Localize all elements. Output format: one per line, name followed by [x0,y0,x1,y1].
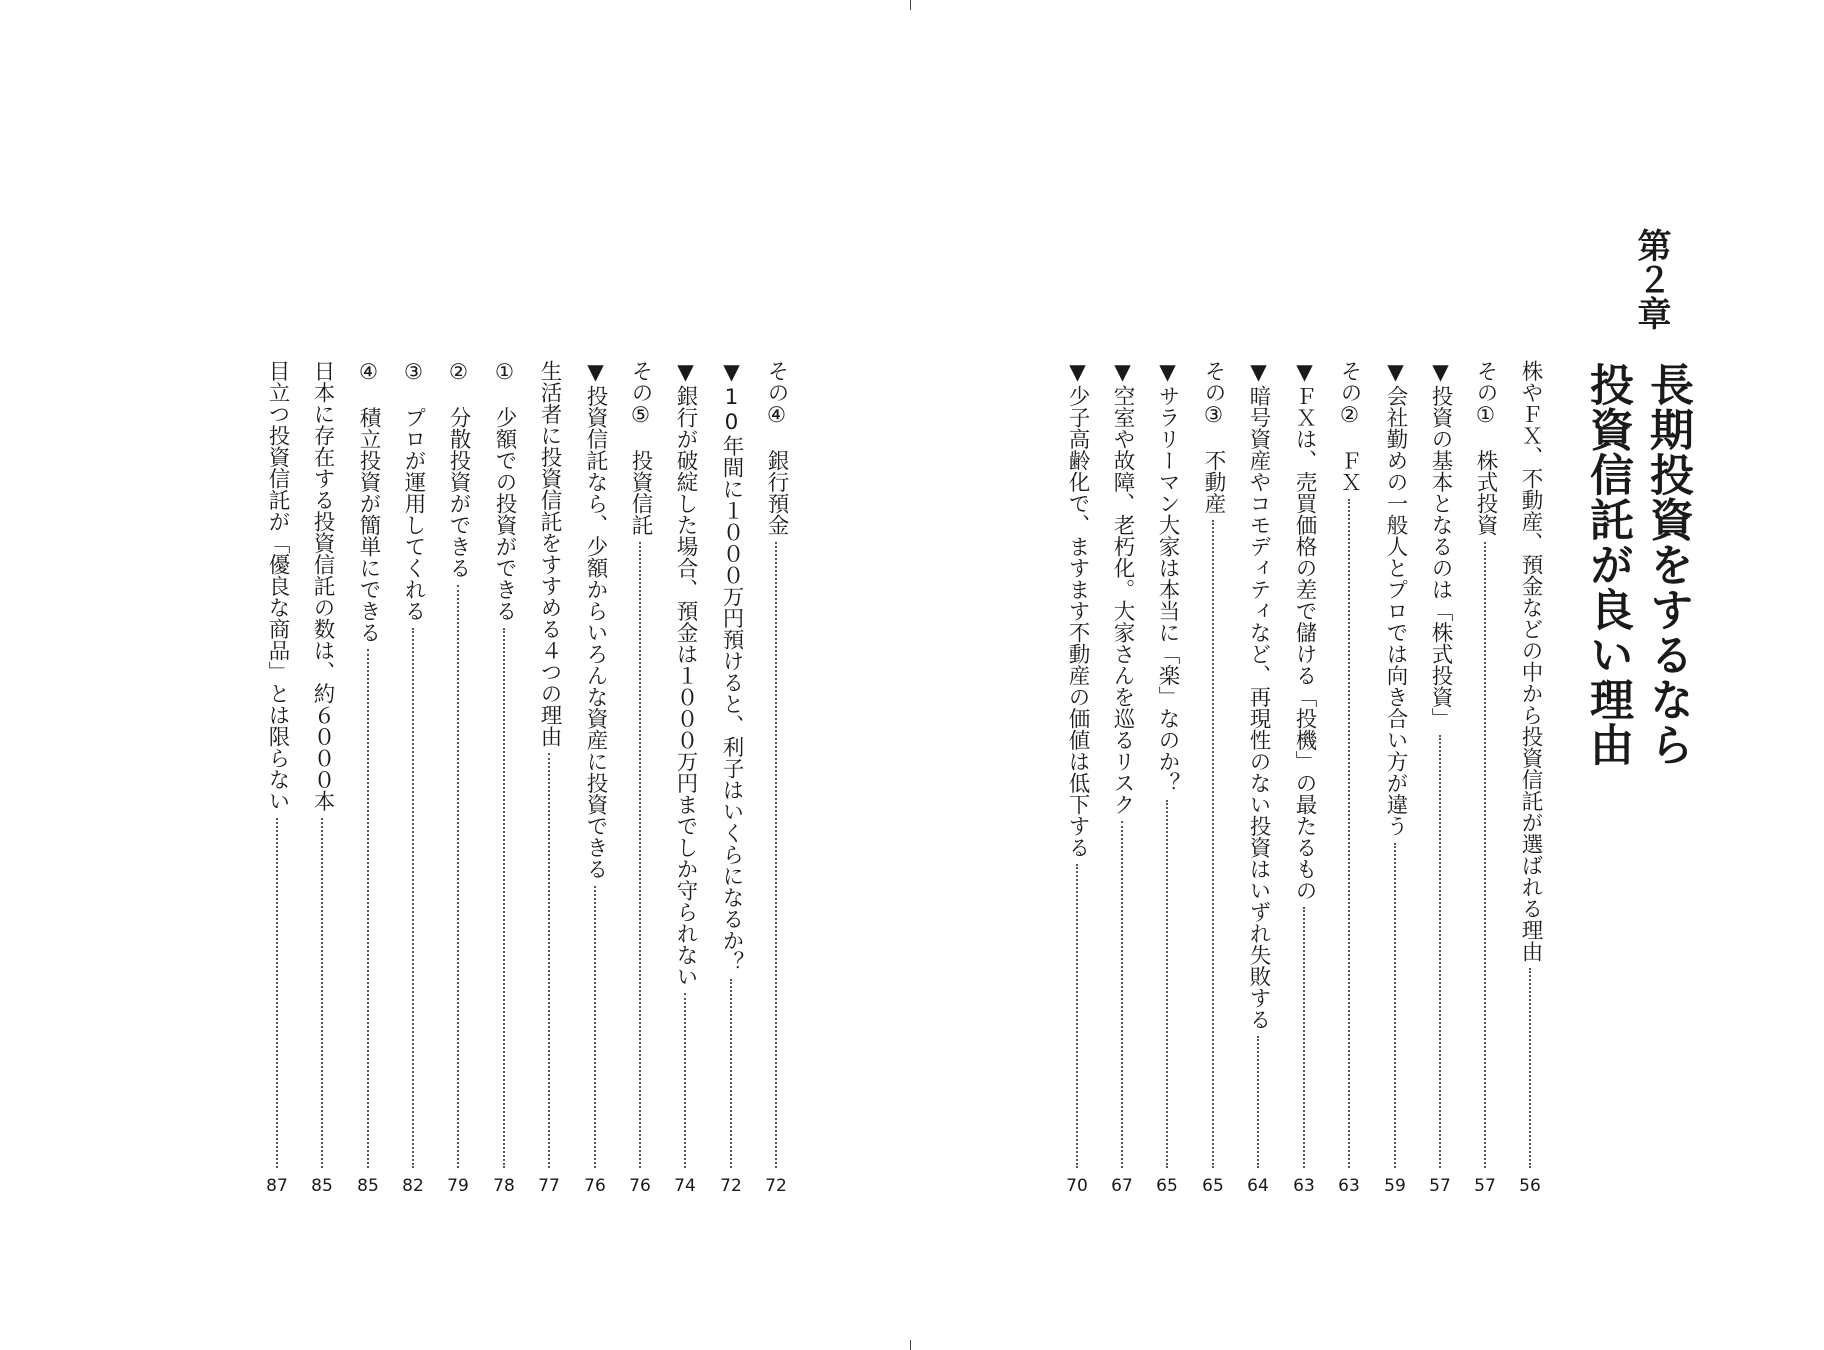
toc-page-number: 87 [266,1176,288,1196]
toc-entry-title: その⑤ 投資信託 [628,360,653,536]
toc-page-number: 59 [1384,1176,1406,1196]
toc-entry-title: ▼銀行が破綻した場合、預金は１０００万円までしか守られない [673,360,698,987]
toc-page-number: 63 [1293,1176,1315,1196]
dot-leader [1076,864,1078,1168]
toc-entry-title: その④ 銀行預金 [764,360,789,536]
dot-leader [1257,1036,1259,1168]
dot-leader [1348,499,1350,1169]
dot-leader [412,628,414,1169]
dot-leader [503,628,505,1169]
dot-leader [1121,821,1123,1168]
toc-entry-title: 生活者に投資信託をすすめる４つの理由 [537,360,562,747]
toc-page-number: 76 [629,1176,651,1196]
dot-leader [367,649,369,1168]
toc-page-number: 79 [447,1176,469,1196]
dot-leader [775,542,777,1169]
toc-page-number: 65 [1156,1176,1178,1196]
toc-page-number: 76 [584,1176,606,1196]
toc-page-number: 70 [1066,1176,1088,1196]
dot-leader [639,542,641,1169]
dot-leader [1394,843,1396,1169]
toc-entry-title: ▼サラリーマン大家は本当に「楽」なのか？ [1155,360,1180,794]
toc-page-number: 74 [674,1176,696,1196]
toc-entry-title: ② 分散投資ができる [446,360,471,579]
chapter-title-line-2: 投資信託が良い理由 [1582,362,1633,767]
dot-leader [684,993,686,1168]
dot-leader [1529,968,1531,1168]
dot-leader [276,818,278,1169]
dot-leader [548,753,550,1168]
toc-page-number: 63 [1338,1176,1360,1196]
toc-page-number: 65 [1202,1176,1224,1196]
toc-entry-title: ▼10年間に１０００万円預けると、利子はいくらになるか？ [719,360,744,973]
toc-page-number: 67 [1111,1176,1133,1196]
toc-page-number: 77 [538,1176,560,1196]
dot-leader [730,979,732,1169]
dot-leader [457,585,459,1169]
toc-page-number: 85 [311,1176,333,1196]
toc-page-number: 82 [402,1176,424,1196]
dot-leader [1166,800,1168,1169]
toc-page-number: 56 [1519,1176,1541,1196]
toc-entry-title: ④ 積立投資が簡単にできる [356,360,381,643]
toc-entry-title: その① 株式投資 [1473,360,1498,536]
toc-page-number: 57 [1429,1176,1451,1196]
chapter-label: 第２章 [1631,228,1671,330]
toc-entry-title: 日本に存在する投資信託の数は、約６０００本 [310,360,335,812]
dot-leader [594,886,596,1169]
toc-entry-title: ③ プロが運用してくれる [401,360,426,622]
toc-page-number: 57 [1474,1176,1496,1196]
dot-leader [1484,542,1486,1169]
toc-entry-title: その② ＦＸ [1337,360,1362,493]
toc-entry-title: ▼投資の基本となるのは「株式投資」 [1428,360,1453,729]
toc-page-number: 72 [765,1176,787,1196]
toc-page-number: 78 [493,1176,515,1196]
toc-page-number: 64 [1247,1176,1269,1196]
trim-mark-bottom [910,1340,911,1350]
dot-leader [1303,907,1305,1168]
toc-entry-title: ▼少子高齢化で、ますます不動産の価値は低下する [1065,360,1090,858]
toc-entry-title: ▼空室や故障、老朽化。大家さんを巡るリスク [1110,360,1135,815]
toc-entry-title: ① 少額での投資ができる [492,360,517,622]
toc-entry-title: 株やＦＸ、不動産、預金などの中から投資信託が選ばれる理由 [1518,360,1543,962]
trim-mark-top [910,0,911,10]
toc-page-number: 72 [720,1176,742,1196]
toc-entry-title: その③ 不動産 [1201,360,1226,514]
chapter-title-line-1: 長期投資をするなら [1642,362,1693,767]
toc-entry-title: ▼投資信託なら、少額からいろんな資産に投資できる [583,360,608,880]
toc-page-number: 85 [357,1176,379,1196]
toc-entry-title: ▼会社勤めの一般人とプロでは向き合い方が違う [1383,360,1408,837]
toc-entry-title: 目立つ投資信託が「優良な商品」とは限らない [265,360,290,812]
toc-entry-title: ▼ＦＸは、売買価格の差で儲ける「投機」の最たるもの [1292,360,1317,901]
toc-entry-title: ▼暗号資産やコモディティなど、再現性のない投資はいずれ失敗する [1246,360,1271,1030]
dot-leader [321,818,323,1169]
dot-leader [1439,735,1441,1168]
dot-leader [1212,520,1214,1168]
